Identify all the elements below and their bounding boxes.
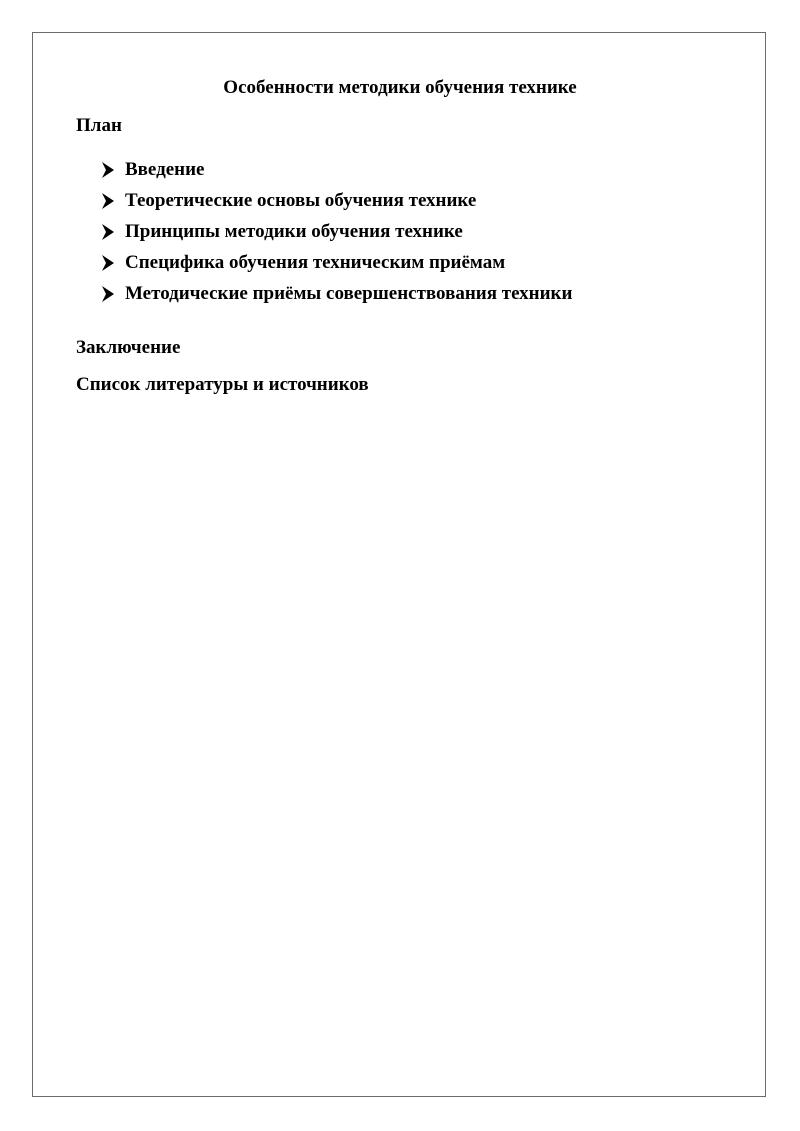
plan-item-label: Введение xyxy=(125,158,205,180)
arrow-bullet-icon xyxy=(100,223,116,241)
arrow-bullet-icon xyxy=(100,192,116,210)
references-heading: Список литературы и источников xyxy=(76,374,369,395)
plan-item-label: Теоретические основы обучения технике xyxy=(125,189,477,211)
plan-list xyxy=(100,151,572,312)
plan-item-label: Принципы методики обучения технике xyxy=(125,220,463,242)
arrow-bullet-icon xyxy=(100,254,116,272)
arrow-bullet-icon xyxy=(100,161,116,179)
plan-item xyxy=(100,275,572,312)
document-title: Особенности методики обучения технике xyxy=(223,77,577,98)
arrow-bullet-icon xyxy=(100,285,116,303)
conclusion-heading: Заключение xyxy=(76,337,181,358)
plan-item-label: Методические приёмы совершенствования техники xyxy=(125,282,573,304)
plan-heading: План xyxy=(76,115,122,136)
plan-item-label: Специфика обучения техническим приёмам xyxy=(125,251,506,273)
